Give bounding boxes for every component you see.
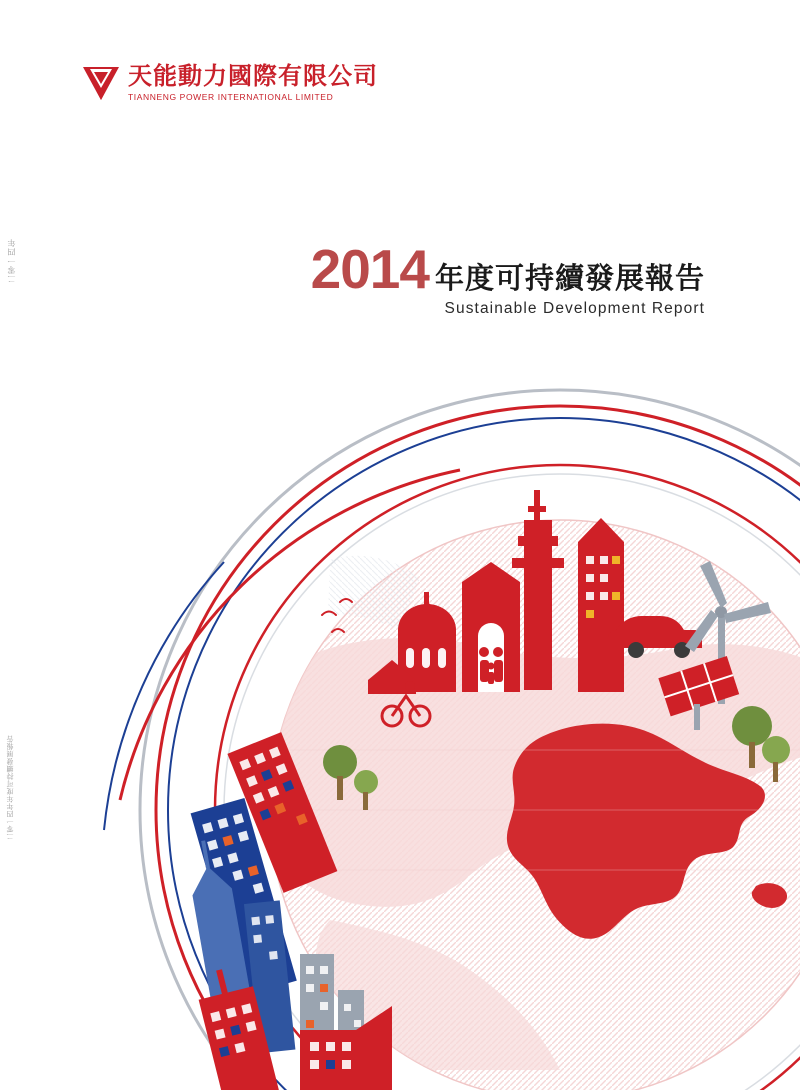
company-name-cn: 天能動力國際有限公司 xyxy=(128,62,378,90)
cover-title xyxy=(310,238,705,318)
title-main-row xyxy=(310,238,705,300)
company-logo xyxy=(82,62,378,103)
tianneng-triangle-logo-icon xyxy=(82,62,120,102)
side-note-bottom: 二零一四年年度可持續發展報告 xyxy=(7,735,14,840)
globe-city-skyline-illustration xyxy=(0,330,800,1090)
logo-text-block xyxy=(128,62,378,103)
company-name-en: TIANNENG POWER INTERNATIONAL LIMITED xyxy=(128,92,334,103)
report-year: 2014 xyxy=(310,238,429,300)
report-title-cn: 年度可持續發展報告 xyxy=(434,260,705,295)
report-title-en: Sustainable Development Report xyxy=(444,299,705,317)
side-note-top: 二零一四年 xyxy=(7,238,16,283)
